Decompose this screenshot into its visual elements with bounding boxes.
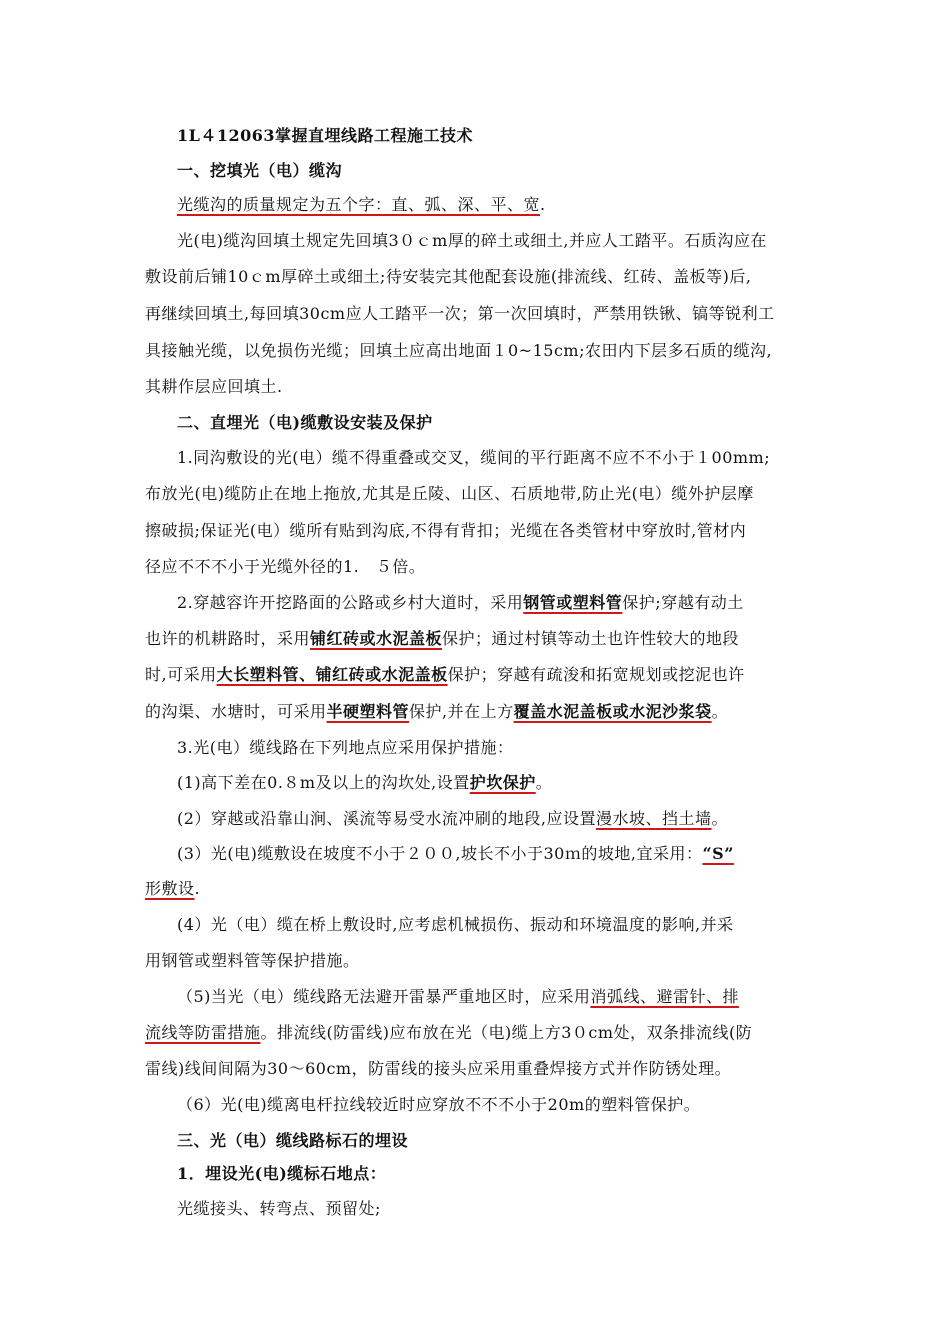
section-1-quality-rule: 光缆沟的质量规定为五个字：直、弧、深、平、宽. xyxy=(177,195,546,214)
paragraph-line: 径应不不不小于光缆外径的1. ５倍。 xyxy=(145,557,426,576)
document-title: 1L４12063掌握直埋线路工程施工技术 xyxy=(177,126,474,145)
list-item: (1)高下差在0.８m及以上的沟坎处,设置护坎保护。 xyxy=(177,773,553,792)
paragraph-line: 光(电)缆沟回填土规定先回填3０ｃm厚的碎土或细土,并应人工踏平。石质沟应在 xyxy=(177,231,767,250)
list-item: (2）穿越或沿靠山涧、溪流等易受水流冲刷的地段,应设置漫水坡、挡土墙。 xyxy=(177,809,729,828)
list-item: （5)当光（电）缆线路无法避开雷暴严重地区时，应采用消弧线、避雷针、排 xyxy=(177,987,739,1006)
underlined-text: 消弧线、避雷针、排 xyxy=(590,987,739,1006)
paragraph-line: 用钢管或塑料管等保护措施。 xyxy=(145,951,360,970)
list-item: (4）光（电）缆在桥上敷设时,应考虑机械损伤、振动和环境温度的影响,并采 xyxy=(177,915,734,934)
underlined-text: 流线等防雷措施 xyxy=(145,1023,261,1042)
paragraph-line: 雷线)线间间隔为30～60cm，防雷线的接头应采用重叠焊接方式并作防锈处理。 xyxy=(145,1059,732,1078)
highlight-text: 钢管或塑料管 xyxy=(523,593,623,612)
list-item: （6）光(电)缆离电杆拉线较近时应穿放不不不小于20m的塑料管保护。 xyxy=(177,1095,701,1114)
highlight-text: 半硬塑料管 xyxy=(326,702,410,721)
underlined-text: 漫水坡、挡土墙 xyxy=(596,809,712,828)
paragraph-line: 布放光(电)缆防止在地上拖放,尤其是丘陵、山区、石质地带,防止光(电）缆外护层摩 xyxy=(145,484,754,503)
paragraph-line: 时,可采用大长塑料管、铺红砖或水泥盖板保护；穿越有疏浚和拓宽规划或挖泥也许 xyxy=(145,665,745,684)
section-3-subheading: 1．埋设光(电)缆标石地点： xyxy=(177,1164,387,1183)
section-3-heading: 三、光（电）缆线路标石的埋设 xyxy=(177,1131,409,1150)
paragraph-line: 擦破损;保证光(电）缆所有贴到沟底,不得有背扣；光缆在各类管材中穿放时,管材内 xyxy=(145,521,747,540)
paragraph-line: 流线等防雷措施。排流线(防雷线)应布放在光（电)缆上方3０cm处，双条排流线(防 xyxy=(145,1023,753,1042)
paragraph-line: 光缆接头、转弯点、预留处; xyxy=(177,1199,381,1218)
underlined-text: 光缆沟的质量规定为五个字：直、弧、深、平、宽 xyxy=(177,195,541,214)
paragraph-line: 也许的机耕路时，采用铺红砖或水泥盖板保护；通过村镇等动土也许性较大的地段 xyxy=(145,629,740,648)
highlight-text: “S” xyxy=(702,844,734,863)
paragraph-line: 敷设前后铺10ｃm厚碎土或细土;待安装完其他配套设施(排流线、红砖、盖板等)后, xyxy=(145,267,752,286)
paragraph-line: 具接触光缆，以免损伤光缆；回填土应高出地面１0~15cm;农田内下层多石质的缆沟, xyxy=(145,341,773,360)
paragraph-line: 的沟渠、水塘时，可采用半硬塑料管保护,并在上方覆盖水泥盖板或水泥沙浆袋。 xyxy=(145,702,729,721)
paragraph-line: 1.同沟敷设的光(电）缆不得重叠或交叉，缆间的平行距离不应不不小于１00mm; xyxy=(177,448,771,467)
highlight-text: 大长塑料管、铺红砖或水泥盖板 xyxy=(216,665,448,684)
paragraph-line: 再继续回填土,每回填30cm应人工踏平一次；第一次回填时，严禁用铁锹、镐等锐利工 xyxy=(145,304,775,323)
paragraph-line: 2.穿越容许开挖路面的公路或乡村大道时，采用钢管或塑料管保护;穿越有动土 xyxy=(177,593,744,612)
highlight-text: 护坎保护 xyxy=(469,773,536,792)
highlight-text: 覆盖水泥盖板或水泥沙浆袋 xyxy=(513,702,712,721)
underlined-text: 形敷设 xyxy=(145,879,195,898)
section-1-heading: 一、挖填光（电）缆沟 xyxy=(177,161,343,180)
paragraph-line: 3.光(电）缆线路在下列地点应采用保护措施： xyxy=(177,738,514,757)
highlight-text: 铺红砖或水泥盖板 xyxy=(310,629,443,648)
paragraph-line: 形敷设. xyxy=(145,879,201,898)
paragraph-line: 其耕作层应回填土. xyxy=(145,377,283,396)
section-2-heading: 二、直埋光（电)缆敷设安装及保护 xyxy=(177,413,433,432)
list-item: (3）光(电)缆敷设在坡度不小于２００,坡长不小于30ｍ的坡地,宜采用：“S” xyxy=(177,844,734,863)
